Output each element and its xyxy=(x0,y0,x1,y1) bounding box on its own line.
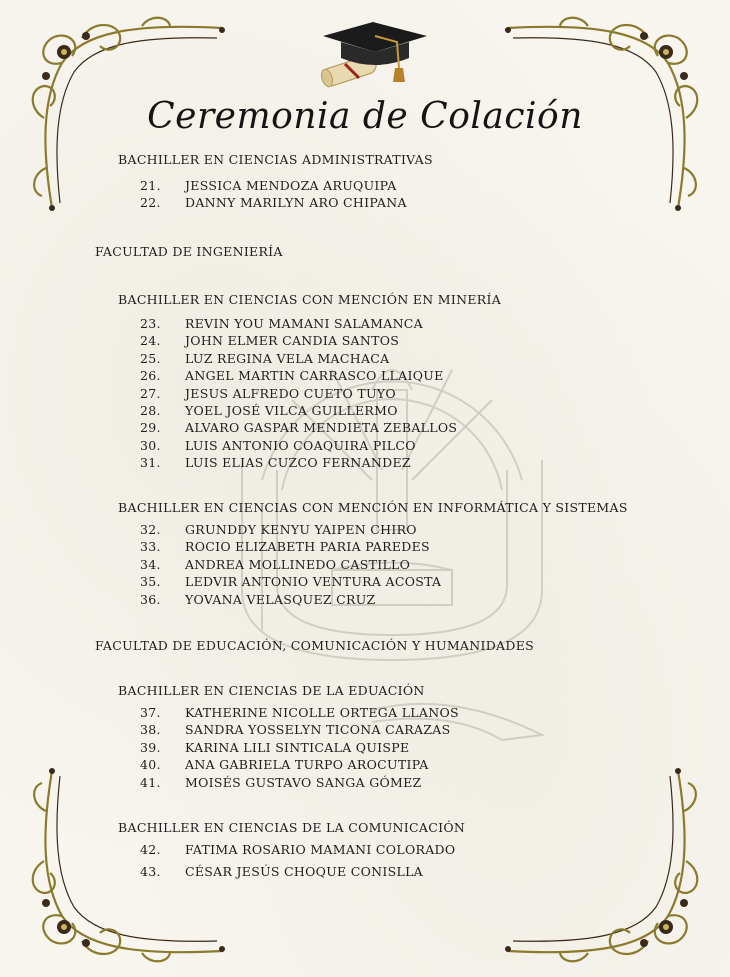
student-list xyxy=(140,315,457,472)
student-name: ROCIO ELIZABETH PARIA PAREDES xyxy=(185,539,430,555)
student-number: 22. xyxy=(140,195,161,211)
list-item xyxy=(140,591,441,608)
student-name: ANDREA MOLLINEDO CASTILLO xyxy=(185,556,411,572)
page-title: Ceremonia de Colación xyxy=(147,96,583,137)
student-list xyxy=(140,521,441,608)
list-item xyxy=(140,721,459,738)
list-item xyxy=(140,573,441,590)
student-number: 35. xyxy=(140,574,161,590)
student-name: DANNY MARILYN ARO CHIPANA xyxy=(185,195,407,211)
student-list xyxy=(140,841,455,880)
graduation-cap-icon xyxy=(315,12,435,96)
list-item xyxy=(140,315,457,332)
student-number: 43. xyxy=(140,864,161,879)
list-item xyxy=(140,863,455,880)
student-number: 29. xyxy=(140,420,161,436)
student-name: YOVANA VELASQUEZ CRUZ xyxy=(185,591,376,607)
student-number: 39. xyxy=(140,739,161,755)
list-item xyxy=(140,739,459,756)
student-number: 25. xyxy=(140,350,161,366)
list-item xyxy=(140,454,457,471)
student-name: MOISÉS GUSTAVO SANGA GÓMEZ xyxy=(185,774,422,790)
list-item xyxy=(140,521,441,538)
student-name: GRUNDDY KENYU YAIPEN CHIRO xyxy=(185,522,417,537)
program-heading: BACHILLER EN CIENCIAS DE LA EDUACIÓN xyxy=(118,683,425,698)
student-name: JOHN ELMER CANDIA SANTOS xyxy=(185,333,400,349)
student-number: 32. xyxy=(140,522,161,537)
faculty-heading: FACULTAD DE EDUCACIÓN, COMUNICACIÓN Y HUMANIDADES xyxy=(95,638,534,653)
student-number: 41. xyxy=(140,774,161,790)
student-name: REVIN YOU MAMANI SALAMANCA xyxy=(185,316,423,331)
list-item xyxy=(140,774,459,791)
student-name: KARINA LILI SINTICALA QUISPE xyxy=(185,739,410,755)
student-number: 40. xyxy=(140,757,161,773)
student-number: 42. xyxy=(140,842,161,857)
student-name: CÉSAR JESÚS CHOQUE CONISLLA xyxy=(185,864,424,879)
student-name: SANDRA YOSSELYN TICONA CARAZAS xyxy=(185,722,451,738)
faculty-heading: FACULTAD DE INGENIERÍA xyxy=(95,244,283,259)
list-item xyxy=(140,350,457,367)
student-number: 37. xyxy=(140,705,161,720)
student-name: LUIS ELIAS CUZCO FERNANDEZ xyxy=(185,455,411,471)
list-item xyxy=(140,556,441,573)
student-name: ANA GABRIELA TURPO AROCUTIPA xyxy=(185,757,429,773)
student-name: LUZ REGINA VELA MACHACA xyxy=(185,350,390,366)
program-heading: BACHILLER EN CIENCIAS CON MENCIÓN EN MINERÍA xyxy=(118,292,502,307)
program-heading: BACHILLER EN CIENCIAS ADMINISTRATIVAS xyxy=(118,152,433,167)
student-name: LUIS ANTONIO COAQUIRA PILCO xyxy=(185,437,416,453)
student-name: ANGEL MARTIN CARRASCO LLAIQUE xyxy=(185,368,444,384)
student-number: 27. xyxy=(140,385,161,401)
list-item xyxy=(140,367,457,384)
student-name: YOEL JOSÉ VILCA GUILLERMO xyxy=(185,402,398,418)
student-list xyxy=(140,704,459,791)
program-heading: BACHILLER EN CIENCIAS DE LA COMUNICACIÓN xyxy=(118,820,466,835)
student-number: 36. xyxy=(140,591,161,607)
student-number: 28. xyxy=(140,402,161,418)
list-item xyxy=(140,704,459,721)
program-heading: BACHILLER EN CIENCIAS CON MENCIÓN EN INFORMÁTICA Y SISTEMAS xyxy=(118,500,628,515)
student-name: ALVARO GASPAR MENDIETA ZEBALLOS xyxy=(185,420,458,436)
student-number: 33. xyxy=(140,539,161,555)
student-number: 30. xyxy=(140,437,161,453)
student-list xyxy=(140,177,407,212)
student-number: 21. xyxy=(140,178,161,193)
list-item xyxy=(140,194,407,211)
student-name: FATIMA ROSARIO MAMANI COLORADO xyxy=(185,842,456,857)
list-item xyxy=(140,385,457,402)
list-item xyxy=(140,538,441,555)
student-name: LEDVIR ANTONIO VENTURA ACOSTA xyxy=(185,574,442,590)
list-item xyxy=(140,841,455,863)
student-number: 23. xyxy=(140,316,161,331)
student-number: 34. xyxy=(140,556,161,572)
student-name: KATHERINE NICOLLE ORTEGA LLANOS xyxy=(185,705,459,720)
student-name: JESUS ALFREDO CUETO TUYO xyxy=(185,385,396,401)
student-name: JESSICA MENDOZA ARUQUIPA xyxy=(185,178,397,193)
student-number: 26. xyxy=(140,368,161,384)
student-number: 38. xyxy=(140,722,161,738)
list-item xyxy=(140,177,407,194)
ornamental-corner-bottom-right xyxy=(478,741,708,971)
list-item xyxy=(140,419,457,436)
list-item xyxy=(140,437,457,454)
student-number: 24. xyxy=(140,333,161,349)
student-number: 31. xyxy=(140,455,161,471)
list-item xyxy=(140,402,457,419)
list-item xyxy=(140,332,457,349)
list-item xyxy=(140,756,459,773)
